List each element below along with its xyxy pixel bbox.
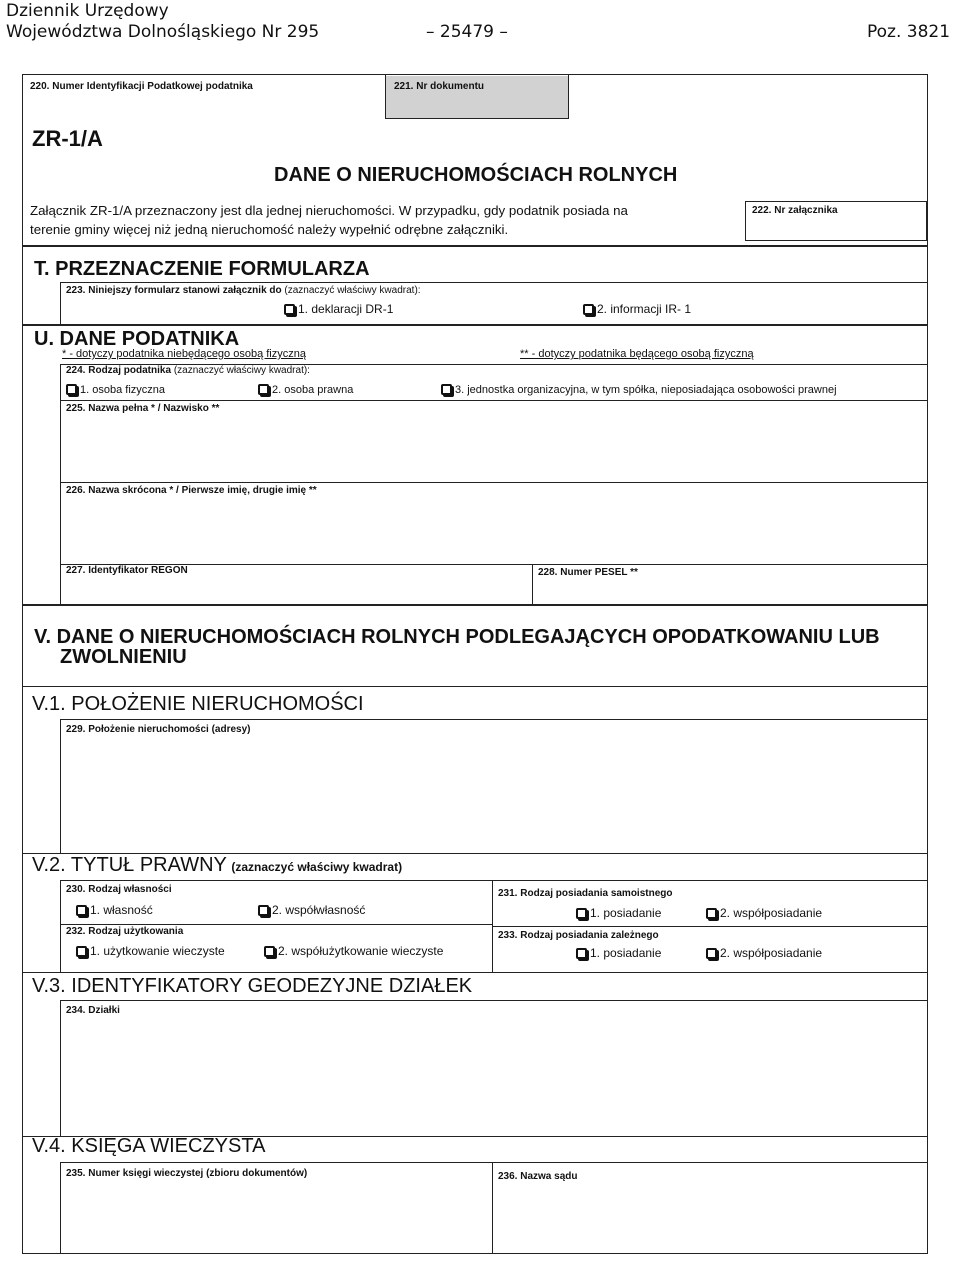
short-name-input[interactable] [61,498,927,564]
section-t-title: T. PRZEZNACZENIE FORMULARZA [34,258,370,280]
checkbox-icon[interactable] [258,384,269,395]
field-231-label: 231. Rodzaj posiadania samoistnego [498,888,673,899]
field-227-label: 227. Identyfikator REGON [66,565,188,576]
field-236-label: 236. Nazwa sądu [498,1171,578,1182]
option-information-ir1[interactable]: 2. informacji IR- 1 [583,302,691,316]
checkbox-icon[interactable] [576,948,587,959]
form-code: ZR-1/A [32,126,103,151]
field-222-label: 222. Nr załącznika [752,205,838,216]
section-v3-title: V.3. IDENTYFIKATORY GEODEZYJNE DZIAŁEK [32,975,473,997]
option-co-ownership[interactable]: 2. współwłasność [258,903,365,917]
section-v4-title: V.4. KSIĘGA WIECZYSTA [32,1135,266,1157]
property-address-input[interactable] [61,737,927,853]
checkbox-icon[interactable] [264,946,275,957]
checkbox-icon[interactable] [576,908,587,919]
page-number: – 25479 – [426,22,508,42]
section-v2-title: V.2. TYTUŁ PRAWNY (zaznaczyć właściwy kwadrat) [32,854,403,876]
checkbox-icon[interactable] [66,384,77,395]
note-legal-entity: * - dotyczy podatnika niebędącego osobą fizyczną [62,348,306,360]
checkbox-icon[interactable] [76,905,87,916]
field-224-label: 224. Rodzaj podatnika (zaznaczyć właściwy kwadrat): [66,365,310,376]
section-u-title: U. DANE PODATNIKA [34,328,240,350]
option-independent-co-possession[interactable]: 2. współposiadanie [706,906,822,920]
field-234-label: 234. Działki [66,1005,120,1016]
field-235-label: 235. Numer księgi wieczystej (zbioru dokumentów) [66,1168,308,1179]
regon-input[interactable] [61,578,531,604]
section-v-title-line2: ZWOLNIENIU [60,646,187,668]
intro-text-line1: Załącznik ZR-1/A przeznaczony jest dla jednej nieruchomości. W przypadku, gdy podatnik posiada na [30,203,628,218]
full-name-input[interactable] [61,416,927,482]
form-title: DANE O NIERUCHOMOŚCIACH ROLNYCH [274,164,678,186]
nip-input[interactable] [23,90,385,118]
checkbox-icon[interactable] [706,908,717,919]
option-ownership[interactable]: 1. własność [76,903,153,917]
field-223-label: 223. Niniejszy formularz stanowi załącznik do (zaznaczyć właściwy kwadrat): [66,285,421,296]
field-233-label: 233. Rodzaj posiadania zależnego [498,930,659,941]
journal-name: Dziennik Urzędowy [6,1,169,21]
pesel-input[interactable] [533,580,927,604]
option-dependent-co-possession[interactable]: 2. współposiadanie [706,946,822,960]
field-221-label: 221. Nr dokumentu [394,81,485,92]
option-perpetual-co-usufruct[interactable]: 2. współużytkowanie wieczyste [264,944,443,958]
option-natural-person[interactable]: 1. osoba fizyczna [66,384,165,396]
field-230-label: 230. Rodzaj własności [66,884,172,895]
position-number: Poz. 3821 [867,22,951,42]
journal-region: Województwa Dolnośląskiego Nr 295 [6,22,320,42]
plots-input[interactable] [61,1018,927,1136]
option-declaration-dr1[interactable]: 1. deklaracji DR-1 [284,302,393,316]
option-legal-person[interactable]: 2. osoba prawna [258,384,353,396]
field-232-label: 232. Rodzaj użytkowania [66,926,184,937]
field-220-label: 220. Numer Identyfikacji Podatkowej podatnika [30,81,253,92]
court-name-input[interactable] [493,1184,927,1252]
land-register-number-input[interactable] [61,1182,491,1252]
option-dependent-possession[interactable]: 1. posiadanie [576,946,661,960]
checkbox-icon[interactable] [706,948,717,959]
checkbox-icon[interactable] [76,946,87,957]
checkbox-icon[interactable] [284,304,295,315]
checkbox-icon[interactable] [441,384,452,395]
checkbox-icon[interactable] [258,905,269,916]
option-perpetual-usufruct[interactable]: 1. użytkowanie wieczyste [76,944,225,958]
intro-text-line2: terenie gminy więcej niż jedną nieruchomość należy wypełnić odrębne załączniki. [30,222,509,237]
section-v-title-line1: V. DANE O NIERUCHOMOŚCIACH ROLNYCH PODLEGAJĄCYCH OPODATKOWANIU LUB [34,626,880,648]
field-226-label: 226. Nazwa skrócona * / Pierwsze imię, drugie imię ** [66,485,317,496]
note-natural-person: ** - dotyczy podatnika będącego osobą fizyczną [520,348,754,360]
field-225-label: 225. Nazwa pełna * / Nazwisko ** [66,403,220,414]
checkbox-icon[interactable] [583,304,594,315]
section-v1-title: V.1. POŁOŻENIE NIERUCHOMOŚCI [32,693,364,715]
field-229-label: 229. Położenie nieruchomości (adresy) [66,724,251,735]
option-organizational-unit[interactable]: 3. jednostka organizacyjna, w tym spółka, nieposiadająca osobowości prawnej [441,384,837,396]
field-228-label: 228. Numer PESEL ** [538,567,638,578]
option-independent-possession[interactable]: 1. posiadanie [576,906,661,920]
